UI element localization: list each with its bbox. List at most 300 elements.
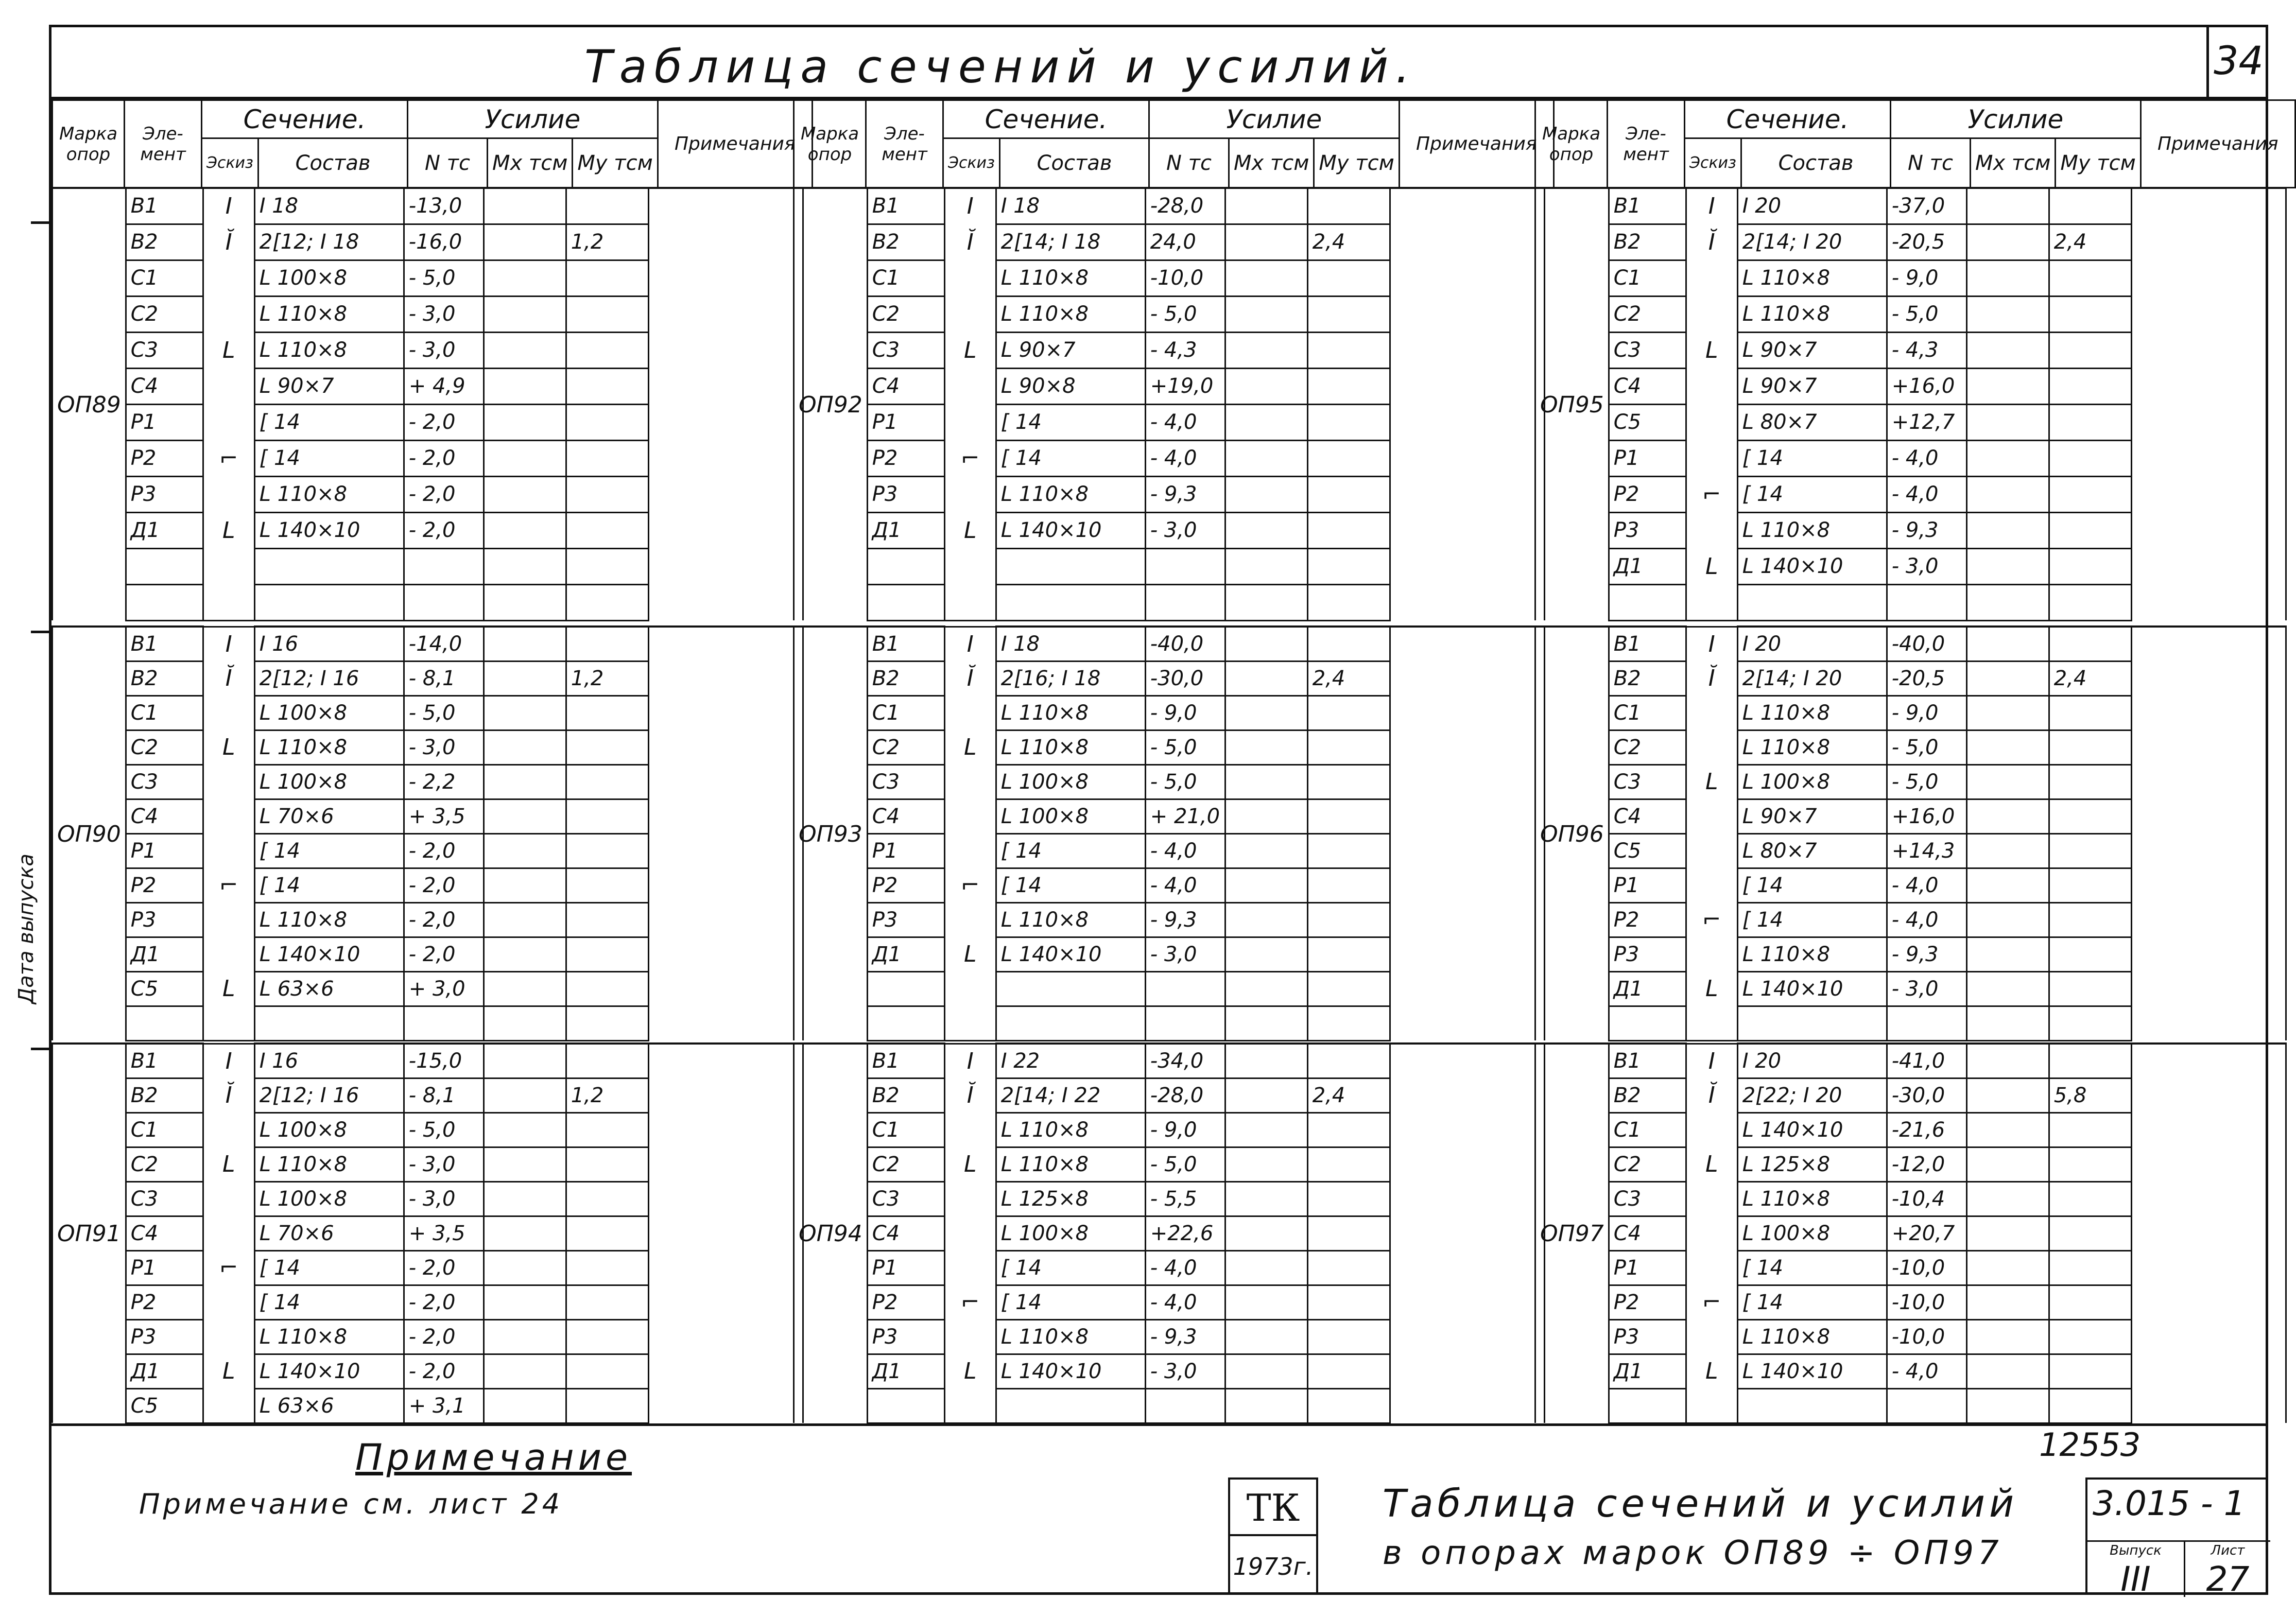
section-composition: L 110×8 [254,1319,404,1354]
moment-mx [484,971,566,1006]
moment-my [566,1216,648,1250]
force-n: -14,0 [404,627,484,661]
element-code: Д1 [126,1354,203,1388]
element-code: В1 [1609,188,1686,224]
force-n: - 4,0 [1145,440,1225,476]
element-code: В1 [126,188,203,224]
section-composition: [ 14 [254,1250,404,1285]
moment-mx [484,902,566,937]
section-sketch-icon: I [944,1044,996,1078]
section-sketch-icon [203,1112,254,1147]
force-n: - 2,0 [404,440,484,476]
force-n: - 4,0 [1145,1285,1225,1319]
support-block [793,625,1545,1041]
moment-mx [484,799,566,833]
force-n: -41,0 [1887,1044,1966,1078]
element-code: В1 [867,188,944,224]
force-n: - 3,0 [1887,548,1966,584]
notes-cell [648,627,803,1040]
moment-mx [1966,548,2049,584]
force-n: - 5,5 [1145,1181,1225,1216]
force-n: - 3,0 [404,332,484,368]
moment-my [2049,799,2131,833]
force-n: - 8,1 [404,661,484,696]
moment-mx [484,696,566,730]
notes-cell [2131,188,2286,620]
moment-mx [484,1078,566,1112]
moment-mx [1966,440,2049,476]
section-sketch-icon [203,584,254,620]
moment-mx [1225,188,1307,224]
column-header-section: Сечение. [943,100,1149,138]
moment-mx [484,512,566,548]
section-composition [996,1006,1145,1040]
moment-my [1307,476,1390,512]
element-code: С1 [126,1112,203,1147]
moment-mx [484,476,566,512]
section-composition: L 110×8 [996,260,1145,296]
moment-mx [1225,1285,1307,1319]
element-code: С4 [126,368,203,404]
force-n: - 8,1 [404,1078,484,1112]
section-sketch-icon: Ĭ [203,661,254,696]
section-sketch-icon [944,696,996,730]
moment-my [566,799,648,833]
section-sketch-icon [1686,1250,1737,1285]
force-n: - 2,0 [404,476,484,512]
element-code: В1 [126,1044,203,1078]
element-code: Д1 [126,512,203,548]
element-code: Д1 [867,512,944,548]
moment-mx [1225,548,1307,584]
element-code [126,584,203,620]
section-sketch-icon [944,902,996,937]
column-header-n: N тс [1149,138,1229,188]
element-code: Р3 [126,902,203,937]
section-composition: L 110×8 [254,296,404,332]
moment-my [2049,584,2131,620]
column-header-sketch: Эскиз [943,138,1000,188]
moment-my [2049,1112,2131,1147]
element-code: С3 [1609,1181,1686,1216]
force-n: - 2,0 [404,404,484,440]
section-sketch-icon [1686,1006,1737,1040]
element-code: Р3 [1609,512,1686,548]
element-code: Р3 [126,1319,203,1354]
section-sketch-icon [203,833,254,868]
moment-mx [1225,1147,1307,1181]
force-n [1887,584,1966,620]
force-n: -28,0 [1145,1078,1225,1112]
section-sketch-icon [944,1112,996,1147]
table-row [1535,1044,2286,1078]
section-composition: L 90×7 [1737,799,1887,833]
element-code: Д1 [867,937,944,971]
element-code: С4 [1609,1216,1686,1250]
section-sketch-icon [944,1250,996,1285]
section-sketch-icon [1686,1388,1737,1423]
force-n: -12,0 [1887,1147,1966,1181]
stamp-tk: ТК [1228,1477,1318,1534]
moment-my [2049,1147,2131,1181]
section-sketch-icon [944,799,996,833]
moment-my [566,404,648,440]
element-code: С5 [126,1388,203,1423]
force-n: -20,5 [1887,661,1966,696]
notes-cell [1390,1044,1544,1423]
element-code: С1 [867,260,944,296]
section-composition: L 110×8 [996,902,1145,937]
moment-my [566,188,648,224]
force-n: - 3,0 [404,296,484,332]
section-sketch-icon [1686,868,1737,902]
element-code: С1 [1609,260,1686,296]
moment-mx [1966,696,2049,730]
section-sketch-icon [203,1388,254,1423]
moment-my [566,1388,648,1423]
moment-my [1307,188,1390,224]
section-sketch-icon [944,1388,996,1423]
section-composition: I 20 [1737,1044,1887,1078]
force-n: -20,5 [1887,224,1966,260]
section-sketch-icon [203,1006,254,1040]
section-sketch-icon [1686,260,1737,296]
table-header [793,99,1555,188]
moment-my [566,1181,648,1216]
element-code: Д1 [1609,1354,1686,1388]
stamp-year: 1973г. [1228,1534,1318,1595]
force-n: - 5,0 [404,696,484,730]
moment-mx [1225,730,1307,764]
section-sketch-icon: ⌐ [203,1250,254,1285]
moment-my [566,548,648,584]
section-sketch-icon: L [1686,548,1737,584]
moment-mx [1966,1319,2049,1354]
column-header-sketch: Эскиз [202,138,258,188]
moment-my [2049,368,2131,404]
sheet-caption: Лист [2211,1543,2245,1558]
force-n: - 9,0 [1145,1112,1225,1147]
moment-mx [484,1147,566,1181]
moment-mx [1225,584,1307,620]
force-n: - 2,0 [404,1354,484,1388]
section-composition: L 140×10 [996,937,1145,971]
section-composition: [ 14 [996,868,1145,902]
moment-my [1307,1216,1390,1250]
section-sketch-icon [944,764,996,799]
section-composition: L 80×7 [1737,404,1887,440]
force-n: -40,0 [1145,627,1225,661]
moment-my [566,260,648,296]
section-sketch-icon: L [1686,971,1737,1006]
section-composition: L 100×8 [996,1216,1145,1250]
force-n: +19,0 [1145,368,1225,404]
column-header-element: Эле-мент [125,100,202,188]
section-composition: L 140×10 [1737,1112,1887,1147]
moment-mx [484,764,566,799]
section-composition: L 140×10 [1737,548,1887,584]
section-composition: L 70×6 [254,799,404,833]
section-sketch-icon [1686,1319,1737,1354]
column-header-notes: Примечания [2140,100,2295,188]
force-n: -15,0 [404,1044,484,1078]
element-code [867,584,944,620]
section-composition: [ 14 [254,1285,404,1319]
section-sketch-icon [1686,1216,1737,1250]
moment-my [2049,1181,2131,1216]
column-header-mark: Марка опор [1535,100,1608,188]
support-block [51,625,804,1041]
moment-mx [1225,868,1307,902]
section-composition [996,548,1145,584]
section-composition: 2[12; I 16 [254,661,404,696]
section-sketch-icon: L [203,332,254,368]
moment-mx [1966,730,2049,764]
moment-my [2049,1216,2131,1250]
sheet-value: 27 [2206,1559,2250,1599]
element-code: В1 [867,627,944,661]
moment-my [1307,368,1390,404]
force-n: - 9,0 [1887,260,1966,296]
section-sketch-icon [203,902,254,937]
support-mark: ОП96 [1535,627,1609,1040]
force-n: + 3,1 [404,1388,484,1423]
moment-mx [1966,1250,2049,1285]
element-code: В2 [867,661,944,696]
support-mark: ОП93 [794,627,868,1040]
moment-mx [1225,332,1307,368]
moment-mx [484,440,566,476]
moment-my [566,440,648,476]
column-header-mark: Марка опор [794,100,866,188]
section-sketch-icon [203,1285,254,1319]
support-block [1534,625,2287,1041]
moment-my [1307,1147,1390,1181]
element-code: В1 [1609,1044,1686,1078]
section-sketch-icon: L [1686,1354,1737,1388]
moment-mx [484,224,566,260]
moment-my [2049,971,2131,1006]
section-composition [1737,584,1887,620]
force-n: + 3,5 [404,799,484,833]
section-sketch-icon [944,476,996,512]
support-mark: ОП90 [53,627,126,1040]
section-sketch-icon [1686,1112,1737,1147]
moment-mx [1966,799,2049,833]
section-composition: L 110×8 [254,730,404,764]
force-n: + 21,0 [1145,799,1225,833]
section-composition: L 110×8 [996,696,1145,730]
column-header-composition: Состав [1741,138,1891,188]
element-code: С1 [867,696,944,730]
section-sketch-icon: L [944,937,996,971]
section-sketch-icon: Ĭ [944,1078,996,1112]
moment-my [2049,260,2131,296]
moment-my [566,937,648,971]
moment-mx [1966,1388,2049,1423]
section-sketch-icon: Ĭ [203,224,254,260]
force-n: - 4,3 [1887,332,1966,368]
moment-mx [1225,512,1307,548]
element-code: С5 [1609,833,1686,868]
section-sketch-icon: L [944,512,996,548]
section-composition: [ 14 [996,1285,1145,1319]
section-sketch-icon [203,404,254,440]
element-code: В1 [126,627,203,661]
moment-my [566,584,648,620]
section-sketch-icon [203,368,254,404]
element-code: С2 [867,296,944,332]
sheet-cell [2185,1540,2270,1597]
section-composition: L 140×10 [996,512,1145,548]
moment-mx [1225,224,1307,260]
moment-mx [1966,971,2049,1006]
moment-my [566,971,648,1006]
section-composition: [ 14 [254,833,404,868]
moment-my [1307,627,1390,661]
moment-mx [1966,368,2049,404]
force-n [1887,1006,1966,1040]
force-n: - 4,0 [1145,868,1225,902]
notes-cell [1390,188,1544,620]
section-sketch-icon: I [203,188,254,224]
column-header-section: Сечение. [1685,100,1891,138]
force-n [1145,1388,1225,1423]
force-n: - 4,0 [1145,1250,1225,1285]
section-composition: L 140×10 [996,1354,1145,1388]
force-n: - 2,0 [404,1250,484,1285]
moment-my [566,868,648,902]
element-code: Р1 [1609,868,1686,902]
element-code: С3 [1609,332,1686,368]
moment-my: 2,4 [1307,224,1390,260]
force-n: - 9,3 [1145,902,1225,937]
force-n: - 5,0 [1145,764,1225,799]
force-n [1145,548,1225,584]
section-sketch-icon: I [944,627,996,661]
section-composition: [ 14 [996,833,1145,868]
section-sketch-icon: I [944,188,996,224]
section-composition: L 90×8 [996,368,1145,404]
section-composition: 2[12; I 16 [254,1078,404,1112]
moment-my [566,764,648,799]
force-n: - 9,3 [1887,937,1966,971]
element-code: С3 [867,332,944,368]
element-code: С5 [126,971,203,1006]
moment-my [1307,260,1390,296]
element-code: Р1 [126,1250,203,1285]
moment-my [1307,799,1390,833]
element-code [1609,584,1686,620]
section-sketch-icon: Ĭ [203,1078,254,1112]
moment-mx [484,661,566,696]
moment-my [566,1354,648,1388]
section-composition: L 140×10 [1737,1354,1887,1388]
force-n: - 5,0 [1887,730,1966,764]
title-row [49,25,2268,99]
element-code: В2 [867,224,944,260]
moment-my [1307,730,1390,764]
section-sketch-icon: L [203,512,254,548]
support-block [1534,1042,2287,1424]
section-composition: L 70×6 [254,1216,404,1250]
moment-mx [1225,1250,1307,1285]
section-composition: I 16 [254,1044,404,1078]
moment-mx [1966,332,2049,368]
section-composition: L 100×8 [254,260,404,296]
section-composition: L 110×8 [1737,1319,1887,1354]
moment-my [2049,296,2131,332]
moment-my [2049,512,2131,548]
moment-mx [1225,764,1307,799]
support-block [1534,187,2287,621]
series-code-box [2085,1477,2268,1599]
section-composition: L 110×8 [1737,696,1887,730]
section-composition: [ 14 [254,404,404,440]
moment-my [2049,1006,2131,1040]
element-code: С4 [1609,799,1686,833]
moment-mx [1225,260,1307,296]
section-sketch-icon [944,1319,996,1354]
support-mark: ОП97 [1535,1044,1609,1423]
force-n: - 4,0 [1145,404,1225,440]
moment-mx [1225,368,1307,404]
moment-my: 2,4 [2049,661,2131,696]
column-header-element: Эле-мент [866,100,943,188]
moment-mx [1966,1216,2049,1250]
force-n [1145,1006,1225,1040]
moment-my [566,1044,648,1078]
section-sketch-icon [1686,512,1737,548]
element-code: С3 [126,332,203,368]
force-n: - 9,3 [1887,512,1966,548]
moment-my: 1,2 [566,661,648,696]
section-sketch-icon [1686,368,1737,404]
element-code: Р1 [1609,1250,1686,1285]
force-n [1887,1388,1966,1423]
force-n: -10,0 [1145,260,1225,296]
force-n: -16,0 [404,224,484,260]
element-code: С4 [867,799,944,833]
element-code: Р2 [867,440,944,476]
margin-tick [31,1048,49,1050]
section-composition: L 110×8 [254,902,404,937]
moment-mx [1225,440,1307,476]
element-code: С1 [1609,1112,1686,1147]
section-composition: L 80×7 [1737,833,1887,868]
moment-my [2049,1319,2131,1354]
section-sketch-icon: Ĭ [1686,1078,1737,1112]
force-n [1145,584,1225,620]
section-sketch-icon: I [1686,627,1737,661]
moment-mx [484,1285,566,1319]
notes-cell [2131,627,2286,1040]
moment-mx [1966,764,2049,799]
element-code: Р3 [867,1319,944,1354]
element-code: Р1 [867,833,944,868]
force-n: -37,0 [1887,188,1966,224]
section-sketch-icon: L [1686,764,1737,799]
force-n: -10,4 [1887,1181,1966,1216]
section-composition: L 100×8 [254,764,404,799]
force-n: - 3,0 [404,1147,484,1181]
moment-mx [1225,696,1307,730]
force-n: - 4,0 [1887,902,1966,937]
page-title: Таблица сечений и усилий. [584,40,1418,93]
force-n [1145,971,1225,1006]
element-code: С2 [126,730,203,764]
section-composition [254,584,404,620]
